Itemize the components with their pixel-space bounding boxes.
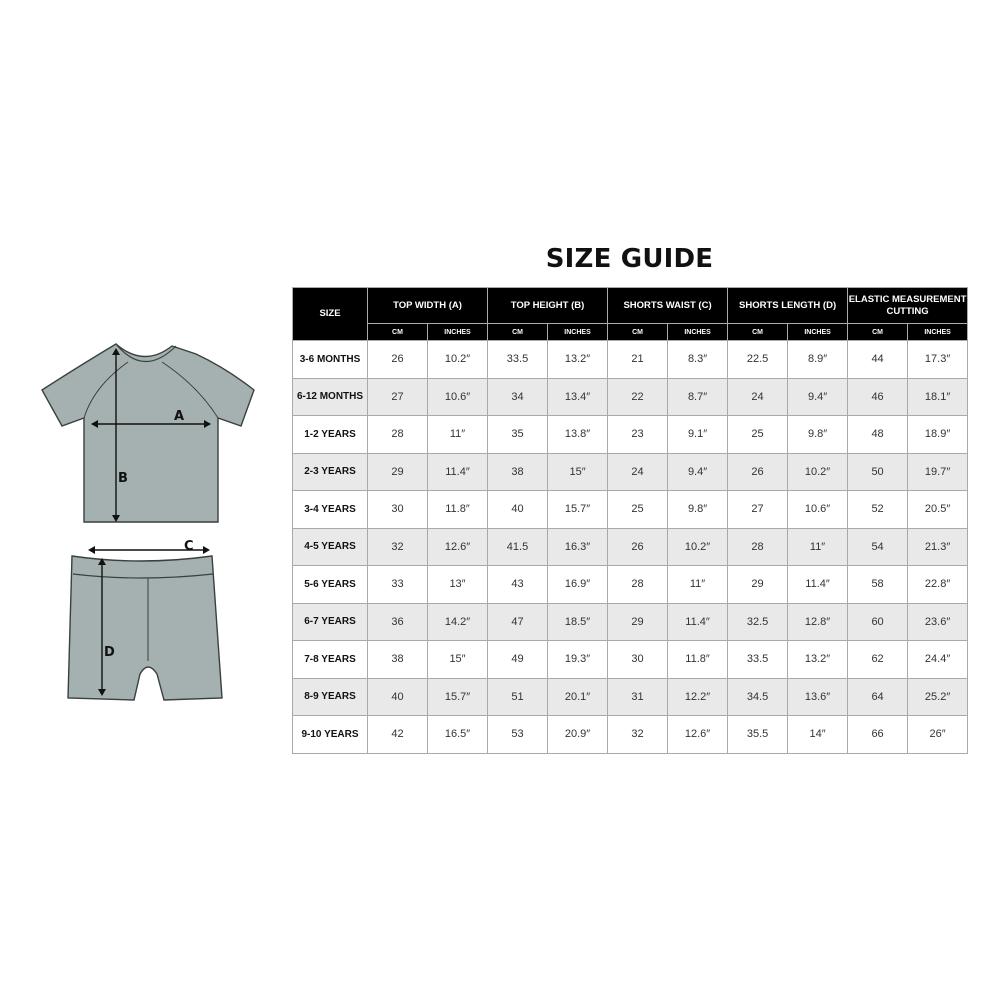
value-cell-inches: 18.9″ [908,416,968,454]
unit-header-cm: CM [848,324,908,341]
value-cell-inches: 11.4″ [788,566,848,604]
value-cell-inches: 12.6″ [668,716,728,754]
value-cell-cm: 28 [368,416,428,454]
value-cell-cm: 40 [488,491,548,529]
table-row [293,416,968,454]
label-a: A [174,409,185,424]
value-cell-cm: 28 [608,566,668,604]
value-cell-inches: 11″ [788,528,848,566]
value-cell-inches: 12.2″ [668,678,728,716]
size-cell: 1-2 YEARS [293,416,368,454]
tshirt-drawing [42,344,254,522]
value-cell-inches: 13.4″ [548,378,608,416]
value-cell-inches: 12.6″ [428,528,488,566]
value-cell-inches: 16.5″ [428,716,488,754]
page-title: SIZE GUIDE [545,244,714,274]
value-cell-inches: 23.6″ [908,603,968,641]
value-cell-cm: 27 [368,378,428,416]
value-cell-cm: 26 [368,341,428,379]
value-cell-inches: 18.1″ [908,378,968,416]
value-cell-inches: 18.5″ [548,603,608,641]
size-cell: 4-5 YEARS [293,528,368,566]
value-cell-cm: 58 [848,566,908,604]
value-cell-inches: 9.8″ [788,416,848,454]
value-cell-inches: 11″ [428,416,488,454]
value-cell-inches: 15″ [548,453,608,491]
value-cell-inches: 20.5″ [908,491,968,529]
value-cell-inches: 14″ [788,716,848,754]
value-cell-inches: 13″ [428,566,488,604]
value-cell-cm: 52 [848,491,908,529]
value-cell-inches: 9.4″ [788,378,848,416]
size-cell: 3-6 MONTHS [293,341,368,379]
shorts-drawing [68,556,222,700]
unit-header-inches: INCHES [428,324,488,341]
value-cell-cm: 30 [368,491,428,529]
table-row [293,716,968,754]
value-cell-cm: 40 [368,678,428,716]
value-cell-cm: 33 [368,566,428,604]
unit-header-inches: INCHES [548,324,608,341]
group-header-shorts-waist: SHORTS WAIST (C) [608,288,728,324]
value-cell-cm: 34 [488,378,548,416]
value-cell-inches: 11.8″ [668,641,728,679]
value-cell-inches: 8.7″ [668,378,728,416]
value-cell-cm: 66 [848,716,908,754]
value-cell-cm: 62 [848,641,908,679]
value-cell-inches: 11.4″ [668,603,728,641]
value-cell-inches: 19.3″ [548,641,608,679]
value-cell-cm: 33.5 [728,641,788,679]
value-cell-cm: 21 [608,341,668,379]
value-cell-inches: 16.9″ [548,566,608,604]
value-cell-inches: 13.2″ [788,641,848,679]
value-cell-inches: 19.7″ [908,453,968,491]
value-cell-inches: 14.2″ [428,603,488,641]
table-row [293,603,968,641]
table-row [293,378,968,416]
value-cell-inches: 24.4″ [908,641,968,679]
value-cell-inches: 9.1″ [668,416,728,454]
value-cell-cm: 33.5 [488,341,548,379]
size-cell: 2-3 YEARS [293,453,368,491]
value-cell-inches: 10.6″ [788,491,848,529]
value-cell-inches: 12.8″ [788,603,848,641]
header-row-groups [293,288,968,324]
value-cell-inches: 11.8″ [428,491,488,529]
value-cell-inches: 8.9″ [788,341,848,379]
value-cell-cm: 41.5 [488,528,548,566]
size-cell: 7-8 YEARS [293,641,368,679]
value-cell-inches: 20.9″ [548,716,608,754]
value-cell-inches: 21.3″ [908,528,968,566]
value-cell-inches: 10.2″ [788,453,848,491]
label-b: B [118,471,128,486]
unit-header-cm: CM [608,324,668,341]
value-cell-inches: 11.4″ [428,453,488,491]
value-cell-cm: 54 [848,528,908,566]
value-cell-cm: 38 [488,453,548,491]
value-cell-cm: 24 [608,453,668,491]
value-cell-inches: 15.7″ [428,678,488,716]
table-row [293,566,968,604]
value-cell-cm: 46 [848,378,908,416]
unit-header-cm: CM [728,324,788,341]
value-cell-cm: 36 [368,603,428,641]
value-cell-inches: 26″ [908,716,968,754]
size-cell: 3-4 YEARS [293,491,368,529]
value-cell-cm: 26 [728,453,788,491]
value-cell-inches: 15″ [428,641,488,679]
value-cell-cm: 49 [488,641,548,679]
value-cell-inches: 9.8″ [668,491,728,529]
label-c: C [184,539,194,554]
size-cell: 9-10 YEARS [293,716,368,754]
value-cell-cm: 31 [608,678,668,716]
garment-illustration [36,338,276,708]
value-cell-cm: 32.5 [728,603,788,641]
value-cell-inches: 8.3″ [668,341,728,379]
unit-header-cm: CM [368,324,428,341]
table-row [293,528,968,566]
value-cell-cm: 51 [488,678,548,716]
value-cell-inches: 25.2″ [908,678,968,716]
value-cell-cm: 60 [848,603,908,641]
size-cell: 5-6 YEARS [293,566,368,604]
table-row [293,641,968,679]
unit-header-cm: CM [488,324,548,341]
value-cell-cm: 22.5 [728,341,788,379]
value-cell-cm: 38 [368,641,428,679]
value-cell-cm: 47 [488,603,548,641]
unit-header-inches: INCHES [668,324,728,341]
value-cell-cm: 32 [608,716,668,754]
value-cell-cm: 29 [608,603,668,641]
value-cell-inches: 15.7″ [548,491,608,529]
table-row [293,453,968,491]
value-cell-inches: 17.3″ [908,341,968,379]
value-cell-cm: 23 [608,416,668,454]
group-header-top-height: TOP HEIGHT (B) [488,288,608,324]
value-cell-inches: 9.4″ [668,453,728,491]
value-cell-inches: 10.6″ [428,378,488,416]
value-cell-cm: 35.5 [728,716,788,754]
value-cell-inches: 10.2″ [668,528,728,566]
value-cell-cm: 32 [368,528,428,566]
value-cell-cm: 34.5 [728,678,788,716]
size-table-body [293,341,968,754]
value-cell-cm: 53 [488,716,548,754]
value-cell-inches: 10.2″ [428,341,488,379]
table-row [293,491,968,529]
size-cell: 8-9 YEARS [293,678,368,716]
value-cell-cm: 28 [728,528,788,566]
size-table [292,287,968,754]
value-cell-inches: 11″ [668,566,728,604]
value-cell-inches: 22.8″ [908,566,968,604]
value-cell-cm: 24 [728,378,788,416]
unit-header-inches: INCHES [788,324,848,341]
value-cell-cm: 26 [608,528,668,566]
group-header-top-width: TOP WIDTH (A) [368,288,488,324]
value-cell-inches: 13.2″ [548,341,608,379]
unit-header-inches: INCHES [908,324,968,341]
value-cell-cm: 35 [488,416,548,454]
value-cell-inches: 16.3″ [548,528,608,566]
size-column-header: SIZE [293,288,368,341]
header-row-units [293,324,968,341]
value-cell-cm: 50 [848,453,908,491]
value-cell-cm: 44 [848,341,908,379]
value-cell-cm: 25 [728,416,788,454]
value-cell-cm: 30 [608,641,668,679]
size-cell: 6-12 MONTHS [293,378,368,416]
value-cell-cm: 22 [608,378,668,416]
value-cell-inches: 13.8″ [548,416,608,454]
value-cell-cm: 48 [848,416,908,454]
group-header-shorts-length: SHORTS LENGTH (D) [728,288,848,324]
value-cell-cm: 64 [848,678,908,716]
value-cell-cm: 43 [488,566,548,604]
value-cell-cm: 29 [728,566,788,604]
value-cell-cm: 42 [368,716,428,754]
value-cell-inches: 13.6″ [788,678,848,716]
value-cell-cm: 27 [728,491,788,529]
group-header-elastic: ELASTIC MEASUREMENT CUTTING [848,288,968,324]
table-row [293,341,968,379]
value-cell-cm: 25 [608,491,668,529]
table-row [293,678,968,716]
value-cell-inches: 20.1″ [548,678,608,716]
label-d: D [104,645,115,660]
value-cell-cm: 29 [368,453,428,491]
size-cell: 6-7 YEARS [293,603,368,641]
